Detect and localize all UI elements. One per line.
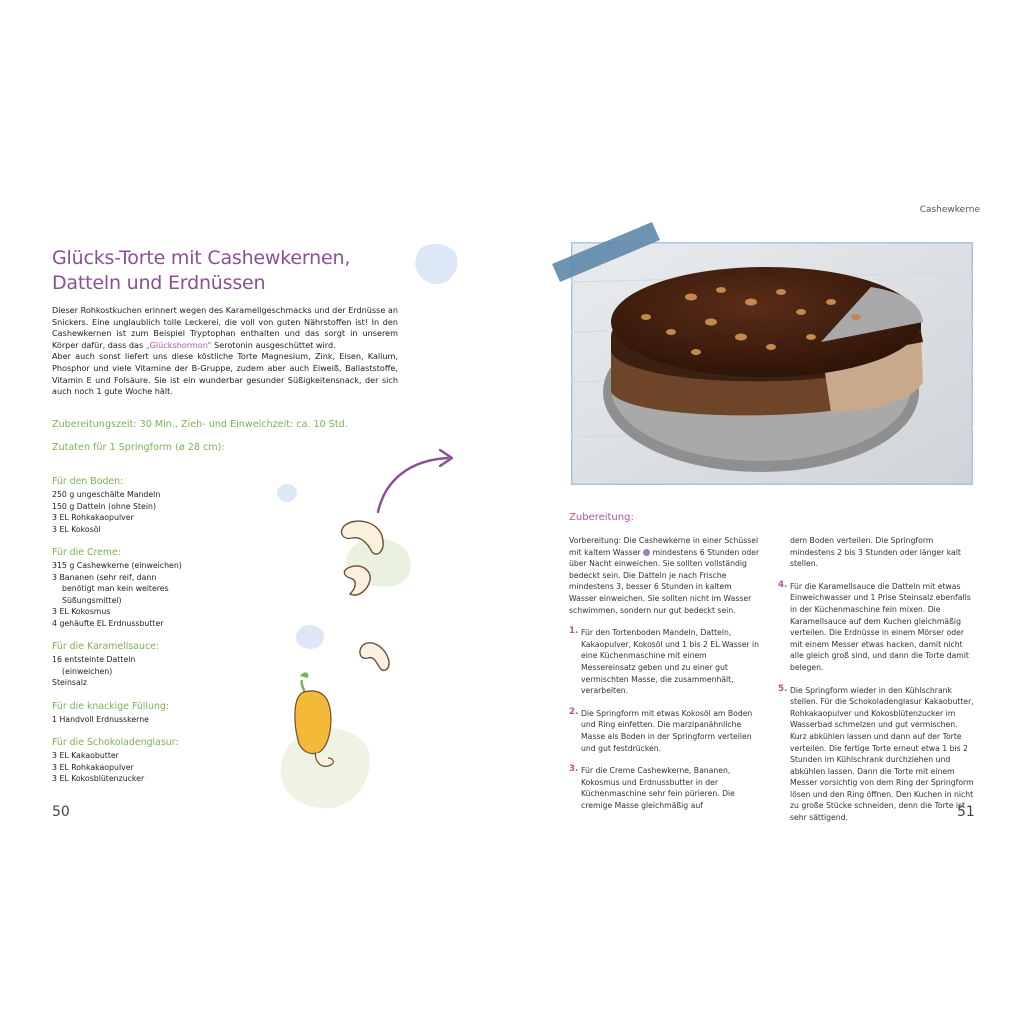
group-list-creme bbox=[52, 560, 252, 629]
list-item: 150 g Datteln (ohne Stein) bbox=[52, 501, 156, 511]
cashew-illustration bbox=[270, 440, 470, 820]
step-text: Für den Tortenboden Mandeln, Datteln, Kakaopulver, Kokosöl und 1 bis 2 EL Wasser in eine Küchenmaschine mit einem Messereinsatz geben und zu einer gut vermischten Masse, die zusammenhält, verarbeiten. bbox=[581, 628, 760, 696]
cashew-icon bbox=[344, 566, 370, 595]
recipe-title bbox=[52, 246, 392, 296]
group-heading-fuellung: Für die knackige Füllung: bbox=[52, 700, 169, 712]
small-blue-blob-decoration bbox=[277, 484, 297, 502]
list-item: 4 gehäufte EL Erdnussbutter bbox=[52, 618, 164, 628]
intro-part2: Serotonin ausgeschüttet wird. bbox=[211, 339, 336, 350]
list-item: 315 g Cashewkerne (einweichen) bbox=[52, 561, 182, 570]
step-3 bbox=[569, 765, 761, 811]
preparation-intro-b: mindestens 6 Stunden oder über Nacht einweichen. Sie sollten vollständig bedeckt sein. Die Datteln je nach Frische mindestens 3, besser 6 Stunden in kaltem Wasser einweichen. Sie sollten nicht im Wasser schwimmen, sondern nur gut bedeckt sein. bbox=[569, 547, 760, 615]
list-item: 3 EL Kakaobutter bbox=[52, 751, 119, 760]
list-item: 16 entsteinte Datteln bbox=[52, 655, 136, 664]
step-number: 2. bbox=[569, 706, 579, 717]
preparation-intro-a: Vorbereitung: Die Cashewkerne in einer Schüssel mit kaltem Wasser bbox=[569, 536, 759, 557]
group-heading-boden: Für den Boden: bbox=[52, 476, 124, 487]
group-list-boden bbox=[52, 489, 252, 535]
step-2 bbox=[569, 708, 761, 754]
page-number-left: 50 bbox=[52, 804, 70, 820]
step-3-continued: dem Boden verteilen. Die Springform mindestens 2 bis 3 Stunden oder länger kalt stellen. bbox=[790, 536, 961, 569]
group-heading-creme: Für die Creme: bbox=[52, 547, 121, 558]
step-text: Für die Creme Cashewkerne, Bananen, Kokosmus und Erdnussbutter in der Küchenmaschine sehr fein pürieren. Die cremige Masse gleichmäßig auf bbox=[581, 766, 735, 810]
recipe-title-line1: Glücks-Torte mit Cashewkernen, bbox=[52, 247, 351, 269]
page-number-right: 51 bbox=[957, 804, 975, 820]
list-item: 3 EL Rohkakaopulver bbox=[52, 513, 134, 522]
group-heading-glasur: Für die Schokoladenglasur: bbox=[52, 737, 179, 748]
list-item: (einweichen) bbox=[62, 666, 113, 676]
step-text: Die Springform wieder in den Kühlschrank stellen. Für die Schokoladenglasur Kakaobutter, Rohkakaopulver und Kokosblütenzucker im Wasserbad schmelzen und gut vermischen. Kurz abkühlen lassen und dann auf der Torte verteilen. Die fertige Torte erneut etwa 1 bis 2 Stunden im Kühlschrank durchziehen und abkühlen lassen. Dann die Torte mit einem Messer vorsichtig von dem Ring der Springform lösen und den Ring öffnen. Den Kuchen in nicht zu große Stücke schneiden, denn die Torte ist sehr sättigend. bbox=[790, 685, 974, 823]
water-icon bbox=[643, 549, 650, 556]
blue-blob-decoration-2 bbox=[296, 625, 324, 649]
prep-time: Zubereitungszeit: 30 Min., Zieh- und Einweichzeit: ca. 10 Std. bbox=[52, 419, 348, 430]
step-number: 4. bbox=[778, 579, 788, 590]
list-item: 1 Handvoll Erdnusskerne bbox=[52, 714, 149, 724]
step-1 bbox=[569, 627, 761, 697]
list-item: 3 EL Kokosblütenzucker bbox=[52, 774, 145, 783]
intro-highlight: „Glückshormon“ bbox=[145, 339, 212, 350]
intro-para2: Aber auch sonst liefert uns diese köstliche Torte Magnesium, Zink, Eisen, Kalium, Phosphor und viele Vitamine der B-Gruppe, zudem aber auch Eiweiß, Ballaststoffe, Vitamin E und Folsäure. Sie ist ein wunderbar gesunder Süßigkeitensnack, der sich auch noch 1 gute Woche hält. bbox=[52, 351, 398, 397]
recipe-title-line2: Datteln und Erdnüssen bbox=[52, 272, 266, 294]
arrow-icon bbox=[378, 458, 448, 512]
ingredients-list bbox=[52, 476, 252, 797]
list-item: 3 EL Kokosöl bbox=[52, 524, 101, 534]
preparation-intro bbox=[569, 535, 761, 616]
tape-decoration bbox=[548, 218, 664, 286]
group-heading-karamell: Für die Karamellsauce: bbox=[52, 641, 160, 652]
list-item: Steinsalz bbox=[52, 678, 88, 687]
list-item: Süßungsmittel) bbox=[62, 595, 122, 605]
cashew-icon bbox=[360, 643, 389, 671]
step-number: 1. bbox=[569, 626, 579, 637]
list-item: 3 EL Rohkakaopulver bbox=[52, 762, 134, 772]
group-list-fuellung bbox=[52, 714, 252, 726]
list-item: 3 Bananen (sehr reif, dann bbox=[52, 572, 157, 582]
ingredients-title: Zutaten für 1 Springform (ø 28 cm): bbox=[52, 442, 225, 453]
blue-blob-decoration bbox=[410, 240, 460, 288]
group-list-glasur bbox=[52, 750, 252, 785]
step-text: Für die Karamellsauce die Datteln mit etwas Einweichwasser und 1 Prise Steinsalz ebenfalls in der Küchenmaschine fein mixen. Die Karamellsauce auf dem Kuchen gleichmäßig verteilen. Die Erdnüsse in einem Mörser oder mit einem Messer etwas hacken, damit nicht alle gleich groß sind, und dann die Torte damit belegen. bbox=[790, 581, 971, 672]
step-number: 3. bbox=[569, 764, 579, 775]
running-head: Cashewkerne bbox=[919, 205, 980, 215]
intro-text bbox=[52, 305, 398, 398]
step-4 bbox=[778, 581, 974, 674]
preparation-column-2 bbox=[778, 535, 974, 835]
preparation-column-1 bbox=[569, 535, 761, 822]
list-item: benötigt man kein weiteres bbox=[62, 584, 169, 593]
intro-part1: Dieser Rohkostkuchen erinnert wegen des Karamellgeschmacks und der Erdnüsse an Snickers. Eine unglaublich tolle Leckerei, die voll von guten Nährstoffen ist! In den Cashewkernen ist zum Beispiel Tryptophan enthalten und das sorgt in unserem Körper dafür, dass das bbox=[52, 305, 398, 350]
step-number: 5. bbox=[778, 683, 788, 694]
list-item: 250 g ungeschälte Mandeln bbox=[52, 490, 161, 499]
group-list-karamell bbox=[52, 654, 252, 689]
list-item: 3 EL Kokosmus bbox=[52, 607, 111, 616]
step-5 bbox=[778, 685, 974, 824]
step-text: Die Springform mit etwas Kokosöl am Boden und Ring einfetten. Die marzipanähnliche Masse als Boden in der Springform verteilen und gut festdrücken. bbox=[581, 708, 753, 753]
preparation-heading: Zubereitung: bbox=[569, 512, 634, 523]
